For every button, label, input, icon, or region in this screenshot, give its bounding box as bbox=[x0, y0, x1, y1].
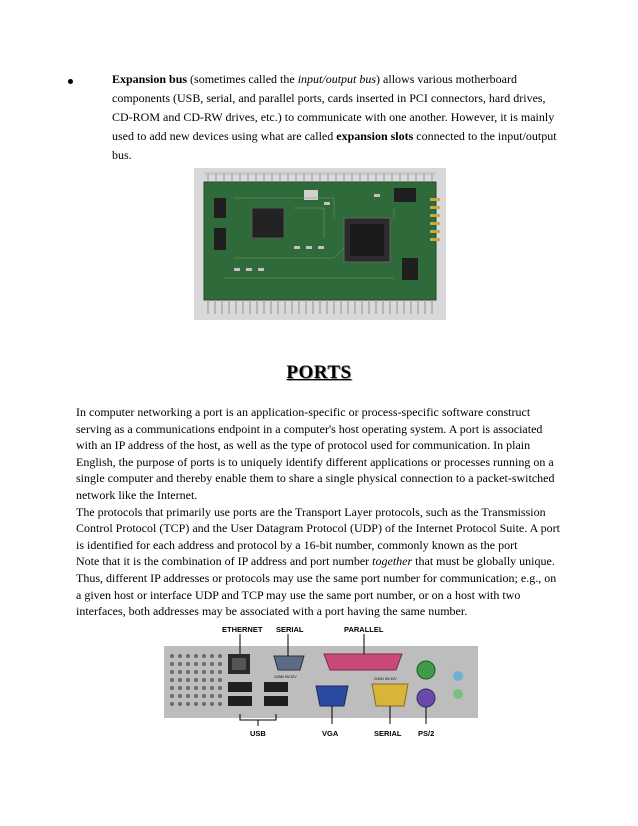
paragraph-3-text-a: Note that it is the combination of IP address and port number bbox=[76, 554, 373, 569]
page-heading: PORTS bbox=[286, 362, 352, 383]
term-io-bus: input/output bus bbox=[297, 72, 377, 86]
bullet-paragraph bbox=[112, 70, 558, 165]
label-com2: COM2 5V/12V bbox=[274, 675, 297, 679]
label-com1: COM1 5V/12V bbox=[374, 677, 397, 681]
label-ethernet: ETHERNET bbox=[222, 625, 263, 634]
label-parallel: PARALLEL bbox=[344, 625, 384, 634]
label-usb: USB bbox=[250, 729, 266, 738]
ports-description bbox=[76, 404, 564, 620]
bullet-text-2: ) allows various motherboard components (USB, serial, and parallel ports, cards inserted in PCI connectors, hard drives, CD-ROM and CD-RW drives, etc.) to communicate with one another. However, it is mainly used to add new devices using what are called bbox=[112, 72, 555, 143]
label-serial-bottom: SERIAL bbox=[374, 729, 402, 738]
paragraph-3-text-b: that must be globally unique. Thus, different IP addresses or protocols may use the same port number for communication; e.g., on a given host or interface UDP and TCP may use the same port number, or on a host with two interfaces, both addresses may be associated with a port having the same number. bbox=[76, 554, 557, 619]
expansion-board-photo bbox=[194, 168, 446, 320]
bullet-text-1: (sometimes called the bbox=[187, 72, 298, 86]
bullet-item bbox=[88, 70, 558, 165]
bullet-text-3: connected to the input/output bus. bbox=[112, 129, 557, 162]
paragraph-1: In computer networking a port is an application-specific or process-specific software construct serving as a communications endpoint in a computer's host operating system. A port is associated with an IP address of the host, as well as the type of protocol used for communication. In plain English, the purpose of ports is to uniquely identify different applications or processes running on a single computer and thereby enable them to share a single physical connection to a packet-switched network like the Internet. bbox=[76, 405, 555, 502]
bullet-icon bbox=[68, 79, 73, 84]
label-serial-top: SERIAL bbox=[276, 625, 304, 634]
rear-ports-photo bbox=[164, 624, 478, 742]
term-expansion-slots: expansion slots bbox=[336, 129, 414, 143]
paragraph-2: The protocols that primarily use ports are the Transport Layer protocols, such as the Transmission Control Protocol (TCP) and the User Datagram Protocol (UDP) of the Internet Protocol Suite. A port is identified for each address and protocol by a 16-bit number, commonly known as the port bbox=[76, 504, 560, 552]
label-vga: VGA bbox=[322, 729, 339, 738]
paragraph-3 bbox=[76, 553, 564, 619]
label-ps2: PS/2 bbox=[418, 729, 435, 738]
term-expansion-bus: Expansion bus bbox=[112, 72, 188, 86]
paragraph-3-italic: together bbox=[372, 554, 413, 569]
